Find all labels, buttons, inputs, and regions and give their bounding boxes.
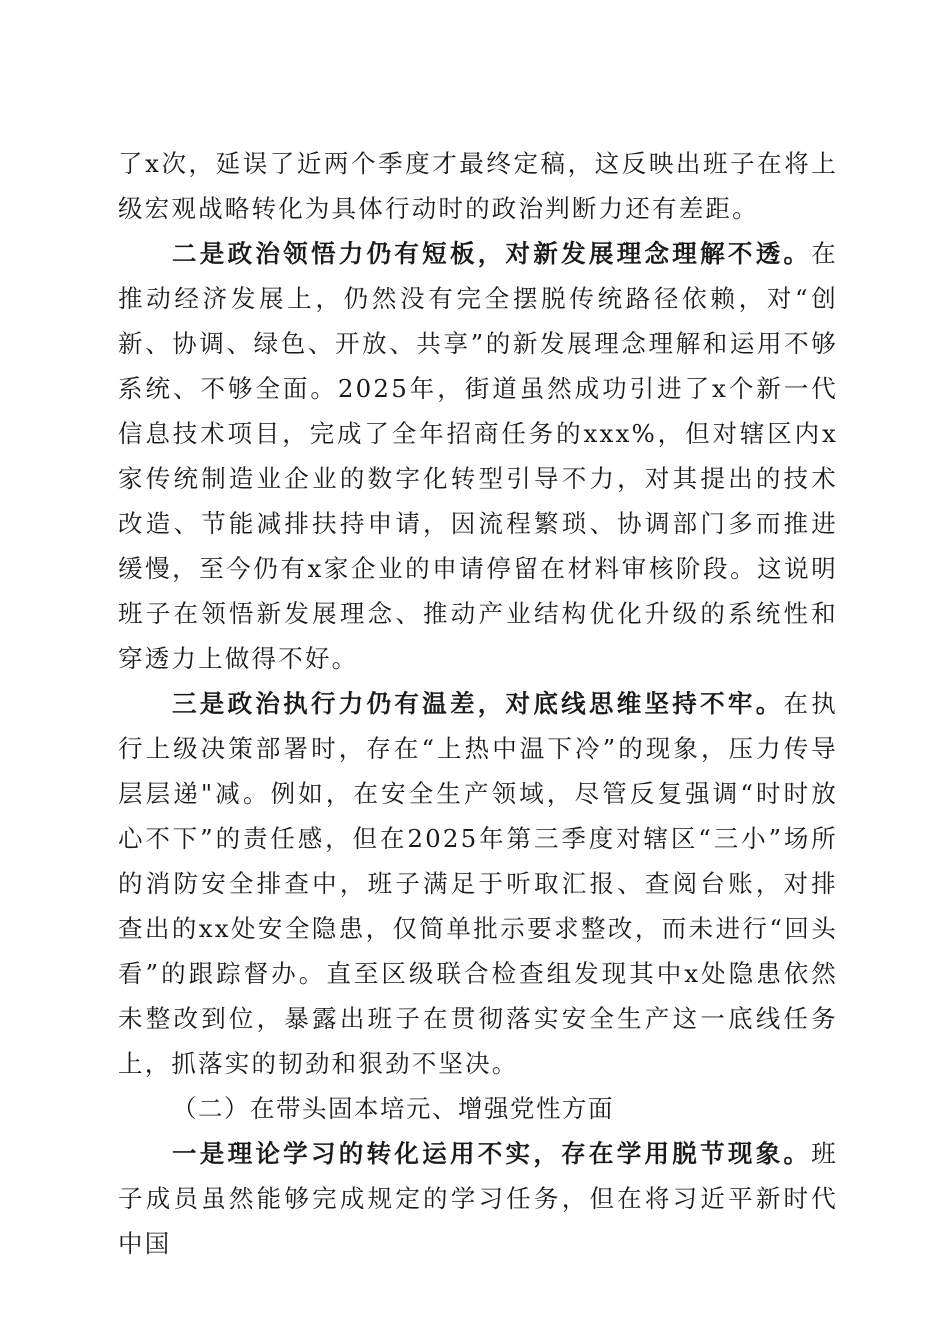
paragraph-body: 在执行上级决策部署时，存在“上热中温下冷”的现象，压力传导层层递"减。例如，在安全生产领域，尽管反复强调“时时放心不下”的责任感，但在2025年第三季度对辖区“三小”场所的消防安全排查中，班子满足于听取汇报、查阅台账，对排查出的xx处安全隐患，仅简单批示要求整改，而未进行“回头看”的跟踪督办。直至区级联合检查组发现其中x处隐患依然未整改到位，暴露出班子在贯彻落实安全生产这一底线任务上，抓落实的韧劲和狠劲不坚决。 bbox=[118, 689, 838, 1078]
section-heading: （二）在带头固本培元、增强党性方面 bbox=[172, 1094, 614, 1123]
paragraph-continuation bbox=[118, 141, 838, 231]
paragraph-theory-study bbox=[118, 1131, 838, 1266]
paragraph-body: 了x次，延误了近两个季度才最终定稿，这反映出班子在将上级宏观战略转化为具体行动时的政治判断力还有差距。 bbox=[118, 149, 838, 223]
document-body bbox=[118, 141, 838, 1266]
paragraph-body: 班子成员虽然能够完成规定的学习任务，但在将习近平新时代中国 bbox=[118, 1139, 838, 1258]
paragraph-lead: 三是政治执行力仍有温差，对底线思维坚持不牢。 bbox=[172, 689, 784, 718]
paragraph-political-comprehension bbox=[118, 231, 838, 681]
paragraph-body: 在推动经济发展上，仍然没有完全摆脱传统路径依赖，对“创新、协调、绿色、开放、共享”的新发展理念理解和运用不够系统、不够全面。2025年，街道虽然成功引进了x个新一代信息技术项目，完成了全年招商任务的xxx%，但对辖区内x家传统制造业企业的数字化转型引导不力，对其提出的技术改造、节能减排扶持申请，因流程繁琐、协调部门多而推进缓慢，至今仍有x家企业的申请停留在材料审核阶段。这说明班子在领悟新发展理念、推动产业结构优化升级的系统性和穿透力上做得不好。 bbox=[118, 239, 838, 673]
paragraph-lead: 一是理论学习的转化运用不实，存在学用脱节现象。 bbox=[172, 1139, 812, 1168]
paragraph-political-execution bbox=[118, 681, 838, 1086]
paragraph-lead: 二是政治领悟力仍有短板，对新发展理念理解不透。 bbox=[172, 239, 812, 268]
